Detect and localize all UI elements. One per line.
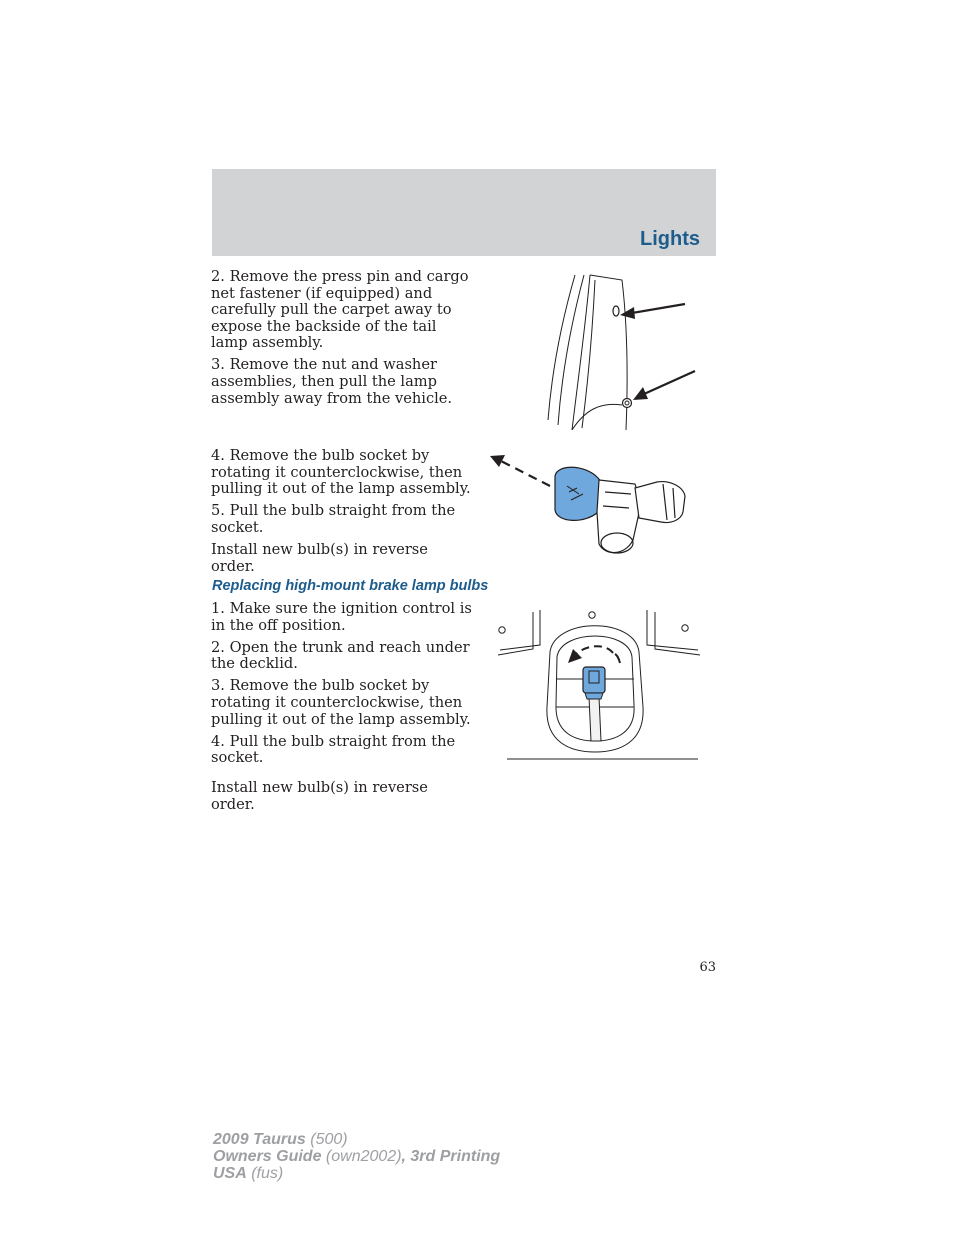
subheading-high-mount-brake: Replacing high-mount brake lamp bulbs (212, 578, 489, 594)
step-3-paragraph: 3. Remove the nut and washer assemblies, then pull the lamp assembly away from the vehicle. (211, 356, 453, 407)
step-2-paragraph: 2. Remove the press pin and cargo net fastener (if equipped) and carefully pull the carpet away to expose the backside of the tail lamp assembly. (211, 268, 469, 352)
high-mount-brake-lamp-illustration (495, 607, 705, 767)
footer-guide-code: (own2002) (321, 1148, 402, 1165)
install-paragraph: Install new bulb(s) in reverse order. (211, 540, 428, 575)
socket-icon (597, 480, 685, 553)
hm-step-2-paragraph: 2. Open the trunk and reach under the decklid. (211, 638, 470, 673)
arrow-icon (633, 371, 695, 400)
footer-publication-info (213, 1131, 500, 1182)
footer-line-3 (213, 1165, 500, 1182)
instructions-high-mount-brake (211, 601, 473, 772)
section-header-band (212, 169, 716, 256)
instructions-high-mount-final (211, 780, 473, 819)
arrow-icon (620, 304, 685, 319)
page-number: 63 (699, 960, 716, 975)
footer-printing: , 3rd Printing (401, 1148, 501, 1165)
footer-market: USA (213, 1165, 247, 1182)
curved-arrow-icon (568, 646, 620, 663)
bulb-socket-removal-illustration (485, 448, 690, 563)
footer-model: 2009 Taurus (213, 1131, 306, 1148)
nut-marker (623, 399, 632, 408)
instructions-bulb-socket (211, 448, 473, 581)
instructions-tail-lamp-access (211, 269, 473, 413)
hm-step-4-paragraph: 4. Pull the bulb straight from the socket. (211, 732, 456, 767)
step-5-paragraph: 5. Pull the bulb straight from the socket. (211, 502, 456, 536)
hm-install-paragraph: Install new bulb(s) in reverse order. (211, 779, 428, 813)
press-pin-marker (613, 306, 619, 316)
tail-lamp-fasteners-illustration (540, 270, 700, 435)
bulb-icon (555, 467, 603, 520)
footer-market-code: (fus) (246, 1165, 284, 1182)
section-title: Lights (640, 228, 700, 250)
hm-step-1-paragraph: 1. Make sure the ignition control is in the off position. (211, 600, 472, 634)
hm-step-3-paragraph: 3. Remove the bulb socket by rotating it counterclockwise, then pulling it out of the lamp assembly. (211, 677, 471, 728)
footer-guide: Owners Guide (213, 1148, 322, 1165)
footer-line-1 (213, 1131, 500, 1148)
footer-model-code: (500) (305, 1131, 348, 1148)
dashed-arrow-icon (490, 455, 550, 486)
footer-line-2 (213, 1148, 500, 1165)
bulb-socket-icon (583, 667, 605, 699)
step-4-paragraph: 4. Remove the bulb socket by rotating it counterclockwise, then pulling it out of the lamp assembly. (211, 447, 471, 498)
